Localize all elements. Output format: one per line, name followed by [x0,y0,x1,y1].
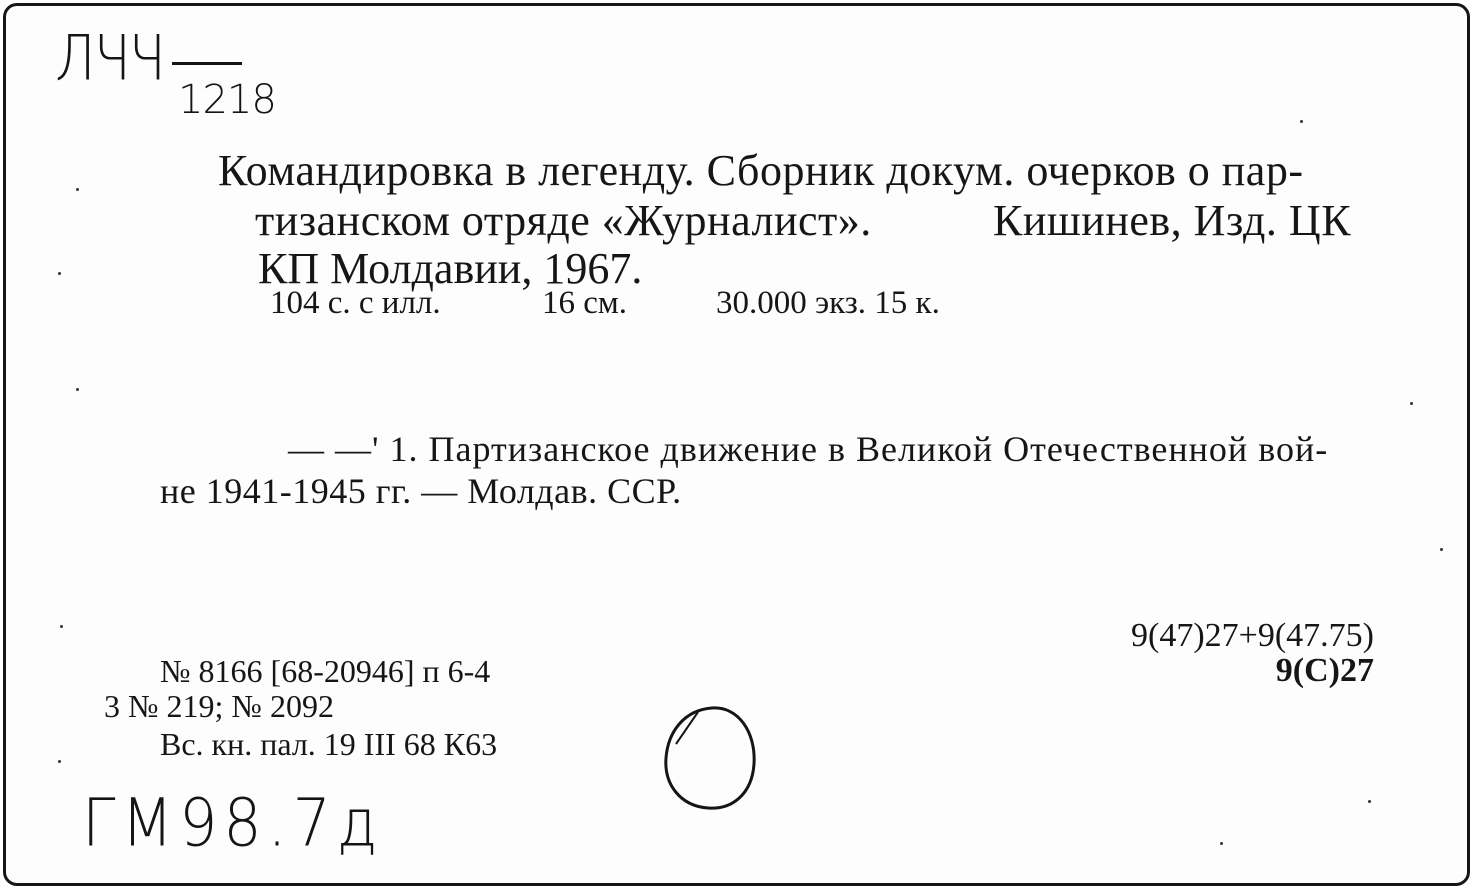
classification-index-1: 9(47)27+9(47.75) [1131,617,1374,654]
call-number-sub-handwritten: 1218 [178,77,276,123]
scan-speck [58,272,61,275]
pages-info: 104 с. с илл. [270,285,441,321]
scan-speck [1368,800,1371,803]
subject-heading-line-2: не 1941-1945 гг. — Молдав. ССР. [160,471,682,511]
subject-heading-line-1: — —' 1. Партизанское движение в Великой Отечественной вой- [288,429,1329,469]
title-line-1: Командировка в легенду. Сборник докум. очерков о пар- [218,146,1304,195]
scan-speck [1410,402,1413,405]
hand-drawn-circle-mark [660,702,760,814]
size-info: 16 см. [542,285,628,321]
shelf-mark-handwritten: ГМ98.7д [82,785,384,862]
call-number-handwritten: ЛЧЧ [55,22,164,95]
title-line-3: КП Молдавии, 1967. [258,244,643,293]
scan-speck [76,188,79,191]
title-line-2: тизанском отряде «Журналист». [255,196,872,245]
scan-speck [60,625,63,628]
scan-speck [76,388,79,391]
fraction-line [172,62,242,65]
publisher-line: Кишинев, Изд. ЦК [993,196,1352,245]
scan-speck [1220,842,1223,845]
scan-speck [1300,120,1303,123]
classification-index-2: 9(С)27 [1275,652,1374,689]
scan-speck [58,760,61,763]
registration-line-2: 3 № 219; № 2092 [104,688,334,724]
print-run-price: 30.000 экз. 15 к. [716,285,940,321]
registration-line-1: № 8166 [68-20946] п 6-4 [160,653,491,689]
scan-speck [1440,548,1443,551]
registration-line-3: Вс. кн. пал. 19 III 68 К63 [160,726,498,762]
